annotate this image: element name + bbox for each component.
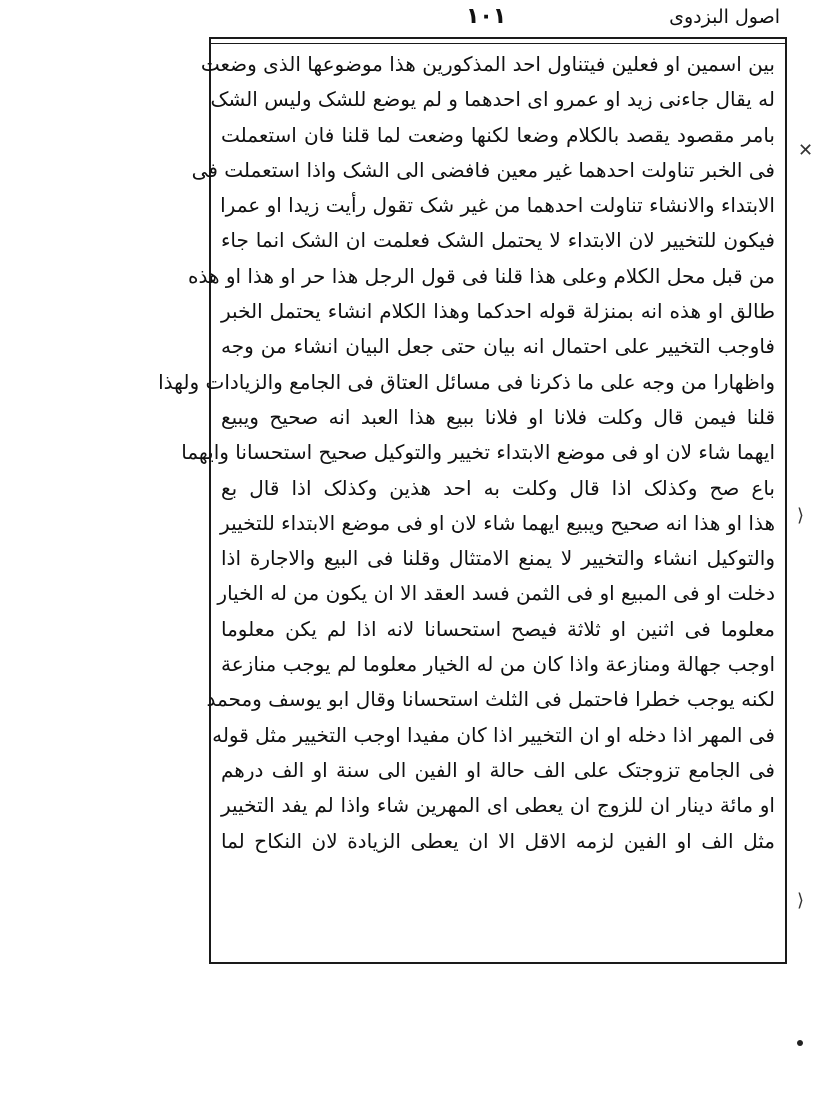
text-line: فاوجب التخییر علی احتمال انه بیان حتی جعل البیان انشاء من وجه <box>221 334 775 359</box>
text-line: او مائة دینار ان للزوج ان یعطی ای المهرین شاء واذا لم یفد التخییر <box>221 793 775 818</box>
margin-mark: ✕ <box>798 140 814 161</box>
page-number: ۱۰۱ <box>466 4 507 29</box>
text-line: له یقال جاءنی زید او عمرو ای احدهما و لم یوضع للشک ولیس الشک <box>210 87 775 112</box>
book-title: اصول البزدوی <box>669 6 780 28</box>
ink-dot <box>797 1040 803 1046</box>
text-line: معلوما فی اثنین او ثلاثة فیصح استحسانا لانه اذا لم یکن معلوما <box>221 616 775 641</box>
text-line: طالق او هذه انه بمنزلة قوله احدکما وهذا الکلام انشاء یحتمل الخبر <box>221 299 775 324</box>
text-line: والتوکیل انشاء والتخییر لا یمنع الامتثال وقلنا فی البیع والاجارة اذا <box>221 546 775 571</box>
text-line: مثل الف او الفین لزمه الاقل الا ان یعطی الزیادة لان النکاح لما <box>221 828 775 853</box>
body-text <box>158 47 775 859</box>
text-line: واظهارا من وجه علی ما ذکرنا فی مسائل العتاق فی الجامع والزیادات ولهذا <box>158 369 775 394</box>
margin-mark: ⟩ <box>797 505 805 526</box>
text-frame <box>158 37 787 964</box>
text-line: بین اسمین او فعلین فیتناول احد المذکورین هذا موضوعها الذی وضعت <box>200 52 775 76</box>
text-line: فی المهر اذا دخله او ان التخییر اذا کان مفیدا اوجب التخییر مثل قوله <box>212 722 775 747</box>
text-line: فیکون للتخییر لان الابتداء لا یحتمل الشک فعلمت ان الشک انما جاء <box>221 228 775 253</box>
text-line: دخلت او فی المبیع او فی الثمن فسد العقد الا ان یکون من له الخیار <box>217 581 775 606</box>
text-line: قلنا فیمن قال وکلت فلانا او فلانا ببیع هذا العبد انه صحیح ویبیع <box>221 404 775 429</box>
text-line: فی الجامع تزوجتک علی الف حالة او الفین الی سنة او الف درهم <box>221 757 775 782</box>
text-line: ایهما شاء لان او فی موضع الابتداء تخییر والتوکیل صحیح استحسانا وایهما <box>181 440 775 465</box>
text-line: فی الخبر تناولت احدهما غیر معین فافضی الی الشک واذا استعملت فی <box>191 157 775 182</box>
text-line: الابتداء والانشاء تناولت احدهما من غیر شک تقول رأیت زیدا او عمرا <box>220 193 775 218</box>
text-line: باع صح وکذلک اذا قال وکلت به احد هذین وکذلک اذا قال بع <box>221 475 775 500</box>
text-line: لکنه یوجب خطرا فاحتمل فی الثلث استحسانا وقال ابو یوسف ومحمد <box>206 687 775 712</box>
text-line: هذا او هذا انه صحیح ویبیع ایهما شاء لان او فی موضع الابتداء للتخییر <box>220 510 775 535</box>
margin-mark: ⟩ <box>797 890 805 911</box>
text-line: من قبل محل الکلام وعلی هذا قلنا فی قول الرجل هذا حر او هذا او هذه <box>187 263 775 288</box>
text-line: اوجب جهالة ومنازعة واذا کان من له الخیار معلوما لم یوجب منازعة <box>221 652 775 677</box>
text-line: بامر مقصود یقصد بالکلام وضعا لکنها وضعت لما قلنا فان استعملت <box>221 122 775 147</box>
